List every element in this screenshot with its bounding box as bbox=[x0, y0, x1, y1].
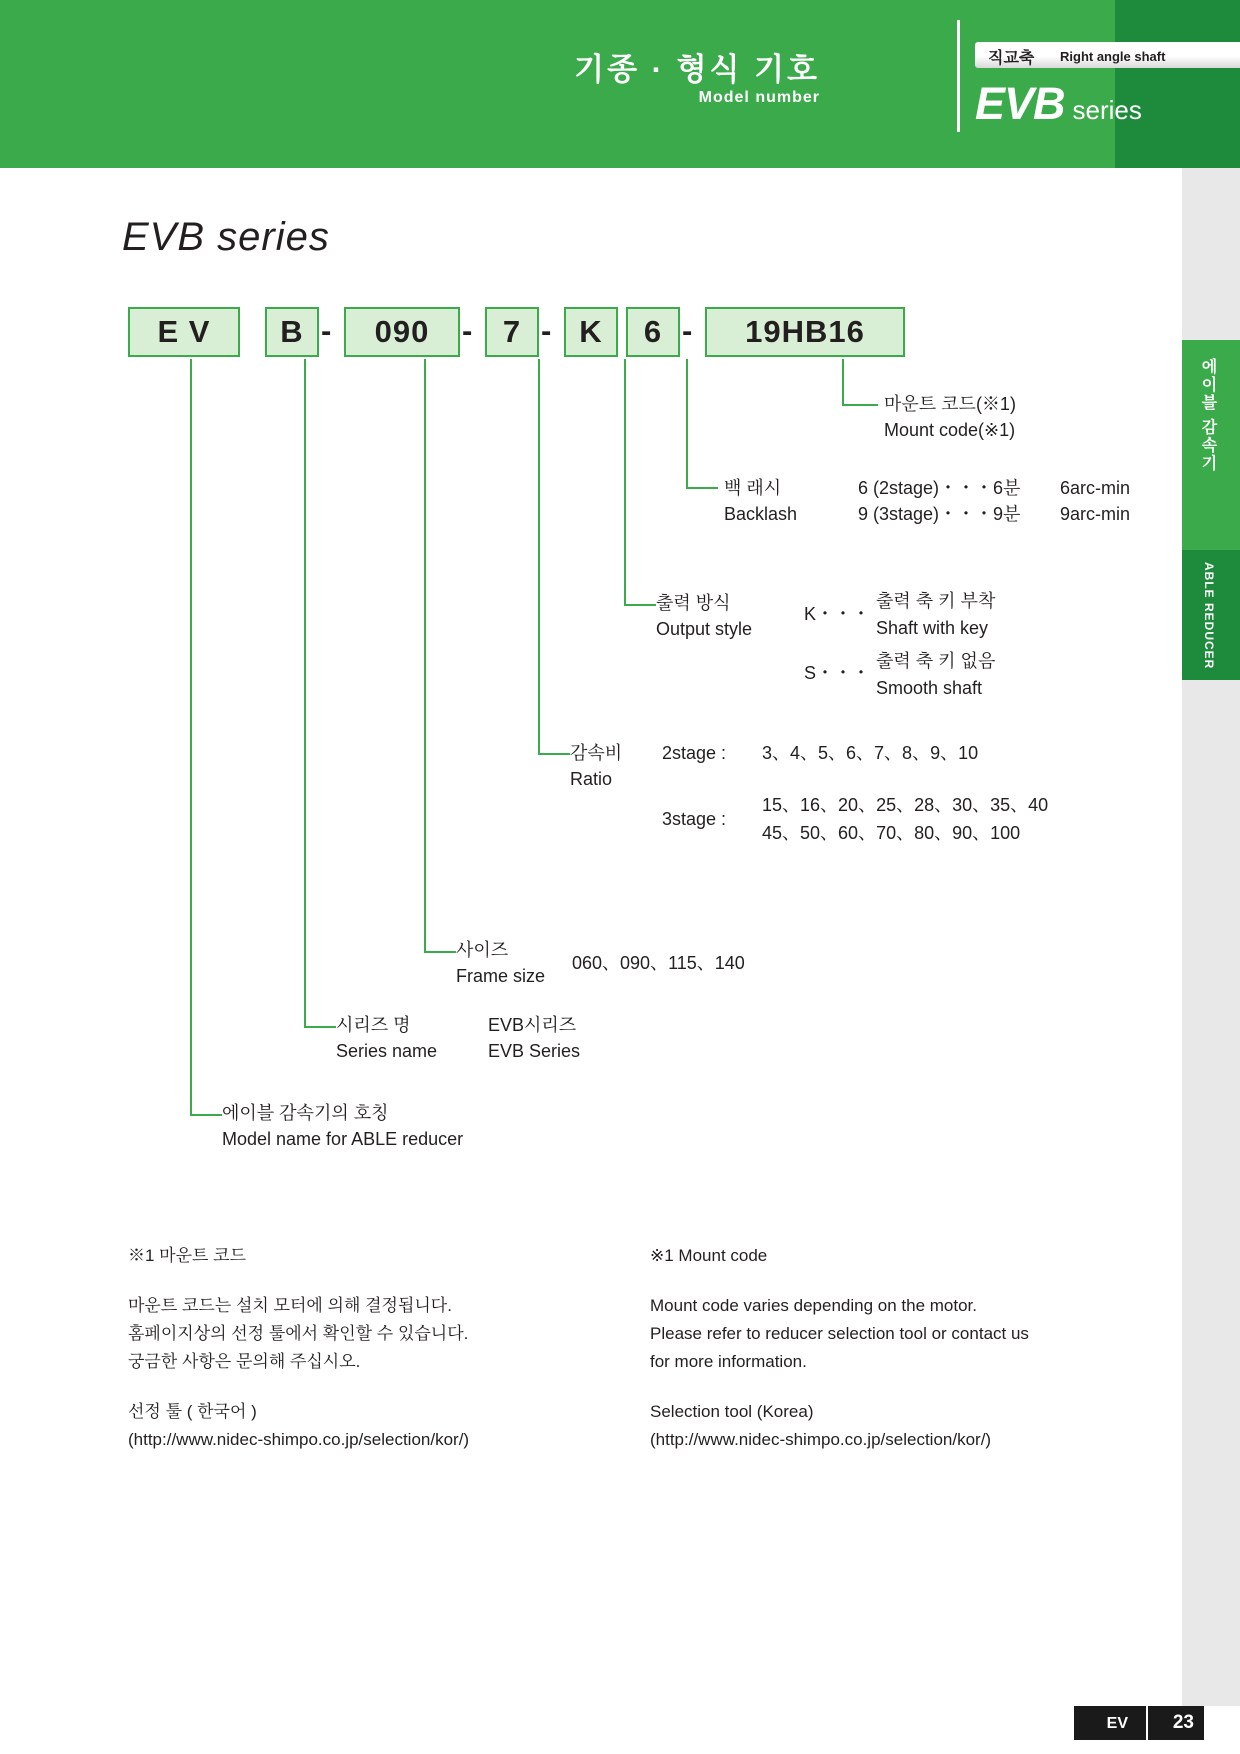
leader-backlash-horizontal bbox=[686, 487, 718, 489]
annotation-model-name bbox=[222, 1100, 463, 1152]
footnote-korean-line1: 마운트 코드는 설치 모터에 의해 결정됩니다. bbox=[128, 1296, 452, 1316]
page-footer bbox=[0, 1706, 1240, 1754]
footer-page-number: 23 bbox=[1172, 1712, 1194, 1733]
leader-output-horizontal bbox=[624, 604, 656, 606]
code-box-backlash: 6 bbox=[626, 307, 680, 357]
footnote-korean-tool-url[interactable]: (http://www.nidec-shimpo.co.jp/selection/kor/) bbox=[128, 1430, 470, 1450]
annotation-series-name bbox=[336, 1012, 437, 1064]
leader-mount-vertical bbox=[842, 359, 844, 405]
output-option-s-kr: 출력 축 키 없음 bbox=[876, 651, 996, 671]
header-series-suffix: series bbox=[1072, 95, 1142, 125]
backlash-arcmin-3stage: 9arc-min bbox=[1060, 504, 1131, 524]
leader-series-vertical bbox=[304, 359, 306, 1027]
side-tab-english bbox=[1182, 550, 1240, 680]
ratio-2stage-label: 2stage : bbox=[662, 743, 727, 763]
annotation-backlash bbox=[724, 475, 797, 527]
code-box-output: K bbox=[564, 307, 618, 357]
ratio-3stage-values-line2: 45、50、60、70、80、90、100 bbox=[762, 823, 1021, 843]
header-title-english: Model number bbox=[698, 89, 820, 106]
series-name-value-kr: EVB시리즈 bbox=[488, 1015, 577, 1035]
annotation-ratio-en: Ratio bbox=[570, 769, 613, 790]
side-tab-korean-label: 에이블 감속기 bbox=[1199, 358, 1216, 473]
frame-size-values: 060、090、115、140 bbox=[572, 953, 745, 973]
header-series-name bbox=[975, 78, 1142, 130]
annotation-mount-code-kr: 마운트 코드(※1) bbox=[884, 394, 1016, 414]
annotation-model-name-kr: 에이블 감속기의 호칭 bbox=[222, 1103, 389, 1123]
annotation-backlash-en: Backlash bbox=[724, 504, 798, 525]
annotation-frame-size-en: Frame size bbox=[456, 966, 546, 987]
footnote-korean-tool-label: 선정 툴 ( 한국어 ) bbox=[128, 1402, 257, 1422]
shaft-type-tag-english: Right angle shaft bbox=[1060, 49, 1166, 64]
leader-model-horizontal bbox=[190, 1114, 222, 1116]
code-dash-4: - bbox=[682, 313, 693, 348]
page-header bbox=[0, 0, 1240, 168]
leader-series-horizontal bbox=[304, 1026, 336, 1028]
output-option-s-key: S・・・ bbox=[804, 663, 871, 683]
code-dash-3: - bbox=[541, 313, 552, 348]
leader-frame-horizontal bbox=[424, 951, 456, 953]
series-name-value-en: EVB Series bbox=[488, 1041, 581, 1061]
annotation-series-name-en: Series name bbox=[336, 1041, 438, 1062]
annotation-ratio bbox=[570, 740, 622, 792]
page-title: EVB series bbox=[122, 215, 330, 259]
code-dash-2: - bbox=[462, 313, 473, 348]
annotation-output-style-en: Output style bbox=[656, 619, 753, 640]
footnote-korean-title: ※1 마운트 코드 bbox=[128, 1246, 247, 1265]
footnote-english-line2: Please refer to reducer selection tool or contact us bbox=[650, 1324, 1029, 1344]
output-option-k-en: Shaft with key bbox=[876, 618, 989, 638]
footer-section-label: EV bbox=[1106, 1715, 1128, 1732]
leader-backlash-vertical bbox=[686, 359, 688, 488]
leader-output-vertical bbox=[624, 359, 626, 605]
header-series-code: EVB bbox=[975, 78, 1065, 129]
footer-separator bbox=[1146, 1706, 1148, 1740]
output-option-k-kr: 출력 축 키 부착 bbox=[876, 591, 996, 611]
code-box-mount-code: 19HB16 bbox=[705, 307, 905, 357]
annotation-model-name-en: Model name for ABLE reducer bbox=[222, 1129, 464, 1150]
side-tab-korean bbox=[1182, 340, 1240, 550]
annotation-backlash-kr: 백 래시 bbox=[724, 478, 782, 498]
footnote-english-tool-label: Selection tool (Korea) bbox=[650, 1402, 814, 1422]
backlash-value-3stage: 9 (3stage)・・・9분 bbox=[858, 504, 1021, 524]
output-option-s-en: Smooth shaft bbox=[876, 678, 983, 698]
side-tab-english-label: ABLE REDUCER bbox=[1202, 562, 1216, 670]
footnote-korean bbox=[128, 1242, 548, 1454]
output-option-k-key: K・・・ bbox=[804, 604, 871, 624]
footnote-english-line1: Mount code varies depending on the motor. bbox=[650, 1296, 977, 1316]
annotation-mount-code-en: Mount code(※1) bbox=[884, 420, 1016, 441]
header-title-korean: 기종 · 형식 기호 bbox=[574, 52, 820, 87]
leader-frame-vertical bbox=[424, 359, 426, 952]
footnote-english-tool-url[interactable]: (http://www.nidec-shimpo.co.jp/selection/kor/) bbox=[650, 1430, 992, 1450]
leader-model-vertical bbox=[190, 359, 192, 1115]
backlash-value-2stage: 6 (2stage)・・・6분 bbox=[858, 478, 1021, 498]
header-divider bbox=[957, 20, 960, 132]
code-dash-1: - bbox=[321, 313, 332, 348]
annotation-frame-size bbox=[456, 937, 545, 989]
annotation-output-style-kr: 출력 방식 bbox=[656, 593, 731, 613]
footnote-english bbox=[650, 1242, 1130, 1454]
annotation-mount-code bbox=[884, 391, 1016, 443]
footnote-english-title: ※1 Mount code bbox=[650, 1246, 768, 1265]
code-box-prefix: E V bbox=[128, 307, 240, 357]
ratio-2stage-values: 3、4、5、6、7、8、9、10 bbox=[762, 743, 979, 763]
code-box-series: B bbox=[265, 307, 319, 357]
annotation-frame-size-kr: 사이즈 bbox=[456, 940, 509, 960]
annotation-series-name-kr: 시리즈 명 bbox=[336, 1015, 411, 1035]
annotation-output-style bbox=[656, 590, 752, 642]
leader-ratio-vertical bbox=[538, 359, 540, 754]
footnote-korean-line3: 궁금한 사항은 문의해 주십시오. bbox=[128, 1352, 361, 1372]
footnote-english-line3: for more information. bbox=[650, 1352, 807, 1372]
code-box-frame-size: 090 bbox=[344, 307, 460, 357]
leader-ratio-horizontal bbox=[538, 753, 570, 755]
footnote-korean-line2: 홈페이지상의 선정 툴에서 확인할 수 있습니다. bbox=[128, 1324, 469, 1344]
leader-mount-horizontal bbox=[842, 404, 878, 406]
ratio-3stage-values-line1: 15、16、20、25、28、30、35、40 bbox=[762, 795, 1049, 815]
annotation-ratio-kr: 감속비 bbox=[570, 743, 623, 763]
backlash-arcmin-2stage: 6arc-min bbox=[1060, 478, 1131, 498]
ratio-3stage-label: 3stage : bbox=[662, 809, 727, 829]
code-box-ratio: 7 bbox=[485, 307, 539, 357]
shaft-type-tag-korean: 직교축 bbox=[988, 50, 1035, 67]
